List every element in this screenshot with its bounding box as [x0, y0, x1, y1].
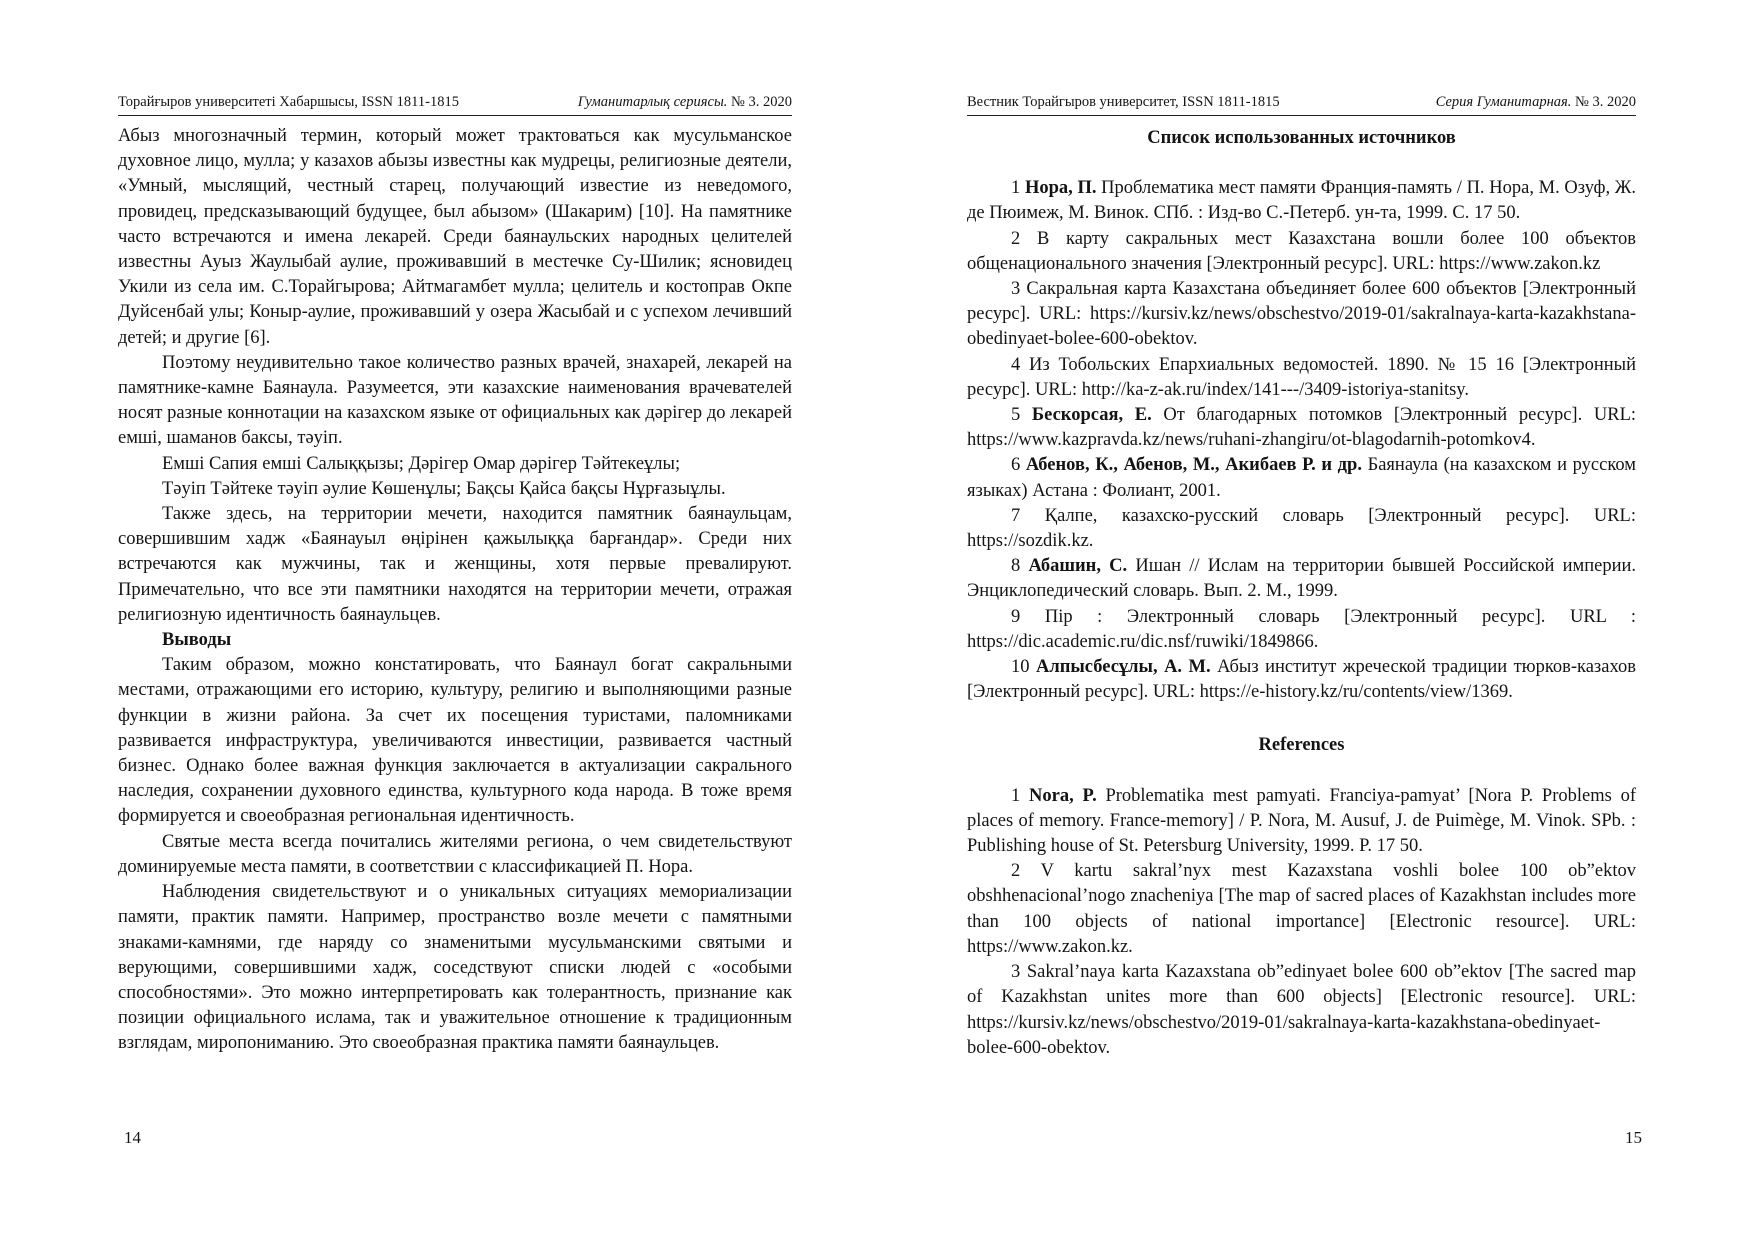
entry-number: 1 — [1011, 785, 1030, 806]
reference-entry — [967, 403, 1636, 453]
entry-number: 8 — [1011, 556, 1029, 577]
paragraph: Емші Сапия емші Салыққызы; Дәрігер Омар дәрігер Тәйтекеұлы; — [162, 453, 681, 474]
series-name: Серия Гуманитарная. — [1435, 94, 1572, 110]
entry-number: 4 — [1011, 354, 1030, 375]
reference-entry — [967, 960, 1636, 1061]
entry-text: Қалпе, казахско-русский словарь [Электронный ресурс]. URL: https://sozdik.kz. — [967, 505, 1636, 552]
paragraph: Тәуіп Тәйтеке тәуіп әулие Көшенұлы; Бақсы Қайса бақсы Нұрғазыұлы. — [162, 478, 726, 499]
entry-text: Проблематика мест памяти Франция-память / П. Нора, М. Озуф, Ж. де Пюимеж, М. Винок. СПб. : Изд-во С.-Петерб. ун-та, 1999. С. 17 50. — [967, 178, 1636, 224]
running-header — [967, 93, 1636, 116]
series-name: Гуманитарлық сериясы. — [577, 94, 728, 110]
paragraph: Также здесь, на территории мечети, находится памятник баянаульцам, совершившим хадж «Баянауыл өңірінен қажылыққа барғандар». Среди них встречаются как мужчины, так и женщины, хотя первые превалируют. Примечательно, что все эти памятники находятся на территории мечети, отражая религиозную идентичность баянаульцев. — [118, 504, 792, 625]
entry-number: 2 — [1011, 228, 1037, 249]
paragraph: Абыз многозначный термин, который может трактоваться как мусульманское духовное лицо, мулла; у казахов абызы известны как мудрецы, религиозные деятели, «Умный, мыслящий, честный старец, получающий известие из неведомого, провидец, предсказывающий будущее, был абызом» (Шакарим) [10]. На памятнике часто встречаются и имена лекарей. Среди баянаульских народных целителей известны Ауыз Жаулыбай аулие, проживавший в местечке Су-Шилик; ясновидец Укили из села им. С.Торайгырова; Айтмагамбет мулла; целитель и костоправ Окпе Дуйсенбай улы; Коныр-аулие, проживавший у озера Жасыбай и с успехом лечивший детей; и другие [6]. — [118, 126, 792, 348]
entry-number: 9 — [1011, 606, 1045, 627]
entry-number: 2 — [1011, 861, 1041, 882]
entry-text: V kartu sakral’nyx mest Kazaxstana voshli bolee 100 ob”ektov obshhenacional’nogo znacheniya [The map of sacred places of Kazakhstan includes more than 100 objects of national importance] [Electronic resource]. URL: https://www.zakon.kz. — [967, 861, 1636, 957]
entry-number: 3 — [1011, 279, 1027, 300]
running-header — [118, 93, 792, 116]
page-number: 14 — [124, 1128, 141, 1147]
entry-number: 10 — [1011, 657, 1036, 678]
references-title: References — [1258, 735, 1345, 756]
paragraph: Наблюдения свидетельствуют и о уникальных ситуациях мемориализации памяти, практик памяти. Например, пространство возле мечети с памятными знаками-камнями, где наряду со знаменитыми мусульманскими святыми и верующими, совершившими хадж, соседствуют списки людей с «особыми способностями». Это можно интерпретировать как толерантность, признание как позиции официального ислама, так и уважительное отношение к традиционным взглядам, миропониманию. Это своеобразная практика памяти баянаульцев. — [118, 882, 792, 1054]
reference-entry — [967, 453, 1636, 503]
reference-entry — [967, 554, 1636, 604]
reference-entry — [967, 784, 1636, 860]
section-heading: Выводы — [162, 630, 232, 651]
reference-entry — [967, 353, 1636, 403]
entry-author: Абенов, К., Абенов, М., Акибаев Р. и др. — [1025, 455, 1362, 476]
paragraph: Поэтому неудивительно такое количество разных врачей, знахарей, лекарей на памятнике-камне Баянаула. Разумеется, эти казахские наименования врачевателей носят разные коннотации на казахском языке от официальных как дәрігер до лекарей емші, шаманов баксы, тәуіп. — [118, 352, 792, 449]
entry-number: 3 — [1011, 962, 1027, 983]
entry-number: 7 — [1011, 505, 1045, 526]
reference-entry — [967, 859, 1636, 960]
entry-number: 5 — [1011, 405, 1032, 426]
entry-text: Ишан // Ислам на территории бывшей Российской империи. Энциклопедический словарь. Вып. 2. М., 1999. — [967, 556, 1637, 602]
entry-text: Пір : Электронный словарь [Электронный ресурс]. URL : https://dic.academic.ru/dic.nsf/ruwiki/1849866. — [967, 606, 1637, 652]
reference-entry — [967, 176, 1636, 226]
issue-number: № 3. 2020 — [727, 94, 792, 110]
paragraph: Святые места всегда почитались жителями региона, о чем свидетельствуют доминируемые места памяти, в соответствии с классификацией П. Нора. — [118, 831, 792, 877]
paragraph: Таким образом, можно констатировать, что Баянаул богат сакральными местами, отражающими его историю, культуру, религию и выполняющими разные функции в жизни района. За счет их посещения туристами, паломниками развивается инфраструктура, увеличиваются инвестиции, развивается частный бизнес. Однако более важная функция заключается в актуализации сакрального наследия, сохранении духовного единства, культурного кода народа. В тоже время формируется и своеобразная региональная идентичность. — [118, 655, 792, 827]
left-page — [0, 0, 874, 1241]
entry-author: Нора, П. — [1024, 178, 1097, 199]
reference-entry — [967, 605, 1636, 655]
entry-number: 6 — [1011, 455, 1026, 476]
body-text — [118, 124, 792, 1057]
entry-text: Баянаула (на казахском и русском языках) Астана : Фолиант, 2001. — [967, 455, 1636, 501]
page-number: 15 — [1625, 1128, 1642, 1147]
journal-title: Торайғыров университеті Хабаршысы, ISSN 1811-1815 — [118, 94, 459, 110]
reference-entry — [967, 277, 1636, 353]
entry-author: Nora, P. — [1029, 785, 1097, 806]
entry-text: Problematika mest pamyati. Franciya-pamyat’ [Nora P. Problems of places of memory. France-memory] / P. Nora, M. Ausuf, J. de Puimège, M. Vinok. SPb. : Publishing house of St. Petersburg University, 1999. P. 17 50. — [967, 785, 1636, 857]
entry-number: 1 — [1011, 178, 1025, 199]
entry-text: От благодарных потомков [Электронный ресурс]. URL: https://www.kazpravda.kz/news/ruhani-zhangiru/ot-blagodarnih-potomkov4. — [967, 405, 1637, 451]
issue-number: № 3. 2020 — [1571, 94, 1636, 110]
entry-text: Из Тобольских Епархиальных ведомостей. 1890. № 15 16 [Электронный ресурс]. URL: http://ka-z-ak.ru/index/141---/3409-istoriya-stanitsy. — [967, 354, 1636, 400]
right-page — [875, 0, 1749, 1241]
series-info — [578, 93, 792, 111]
entry-author: Алпысбесұлы, А. М. — [1035, 657, 1211, 678]
sources-list — [967, 176, 1636, 705]
entry-author: Бескорсая, Е. — [1031, 405, 1152, 426]
entry-text: Sakral’naya karta Kazaxstana ob”edinyaet bolee 600 ob”ektov [The sacred map of Kazakhstan unites more than 600 objects] [Electronic resource]. URL: https://kursiv.kz/news/obschestvo/2019-01/sakralnaya-karta-kazakhstana-obedinyaet-bolee-600-obektov. — [967, 962, 1637, 1058]
body-text — [967, 126, 1636, 1061]
entry-author: Абашин, С. — [1028, 556, 1128, 577]
entry-text: Сакральная карта Казахстана объединяет более 600 объектов [Электронный ресурс]. URL: https://kursiv.kz/news/obschestvo/2019-01/sakralnaya-karta-kazakhstana-obedinyaet-bolee-600-obektov. — [967, 279, 1637, 350]
entry-text: Абыз институт жреческой традиции тюрков-казахов [Электронный ресурс]. URL: https://e-history.kz/ru/contents/view/1369. — [967, 657, 1636, 703]
series-info — [1436, 93, 1636, 111]
sources-title: Список использованных источников — [1147, 128, 1456, 148]
reference-entry — [967, 504, 1636, 554]
entry-text: В карту сакральных мест Казахстана вошли более 100 объектов общенационального значения [Электронный ресурс]. URL: https://www.zakon.kz — [967, 228, 1637, 274]
references-list — [967, 784, 1636, 1061]
reference-entry — [967, 655, 1636, 705]
reference-entry — [967, 227, 1636, 277]
journal-title: Вестник Торайгыров университет, ISSN 1811-1815 — [967, 94, 1280, 110]
